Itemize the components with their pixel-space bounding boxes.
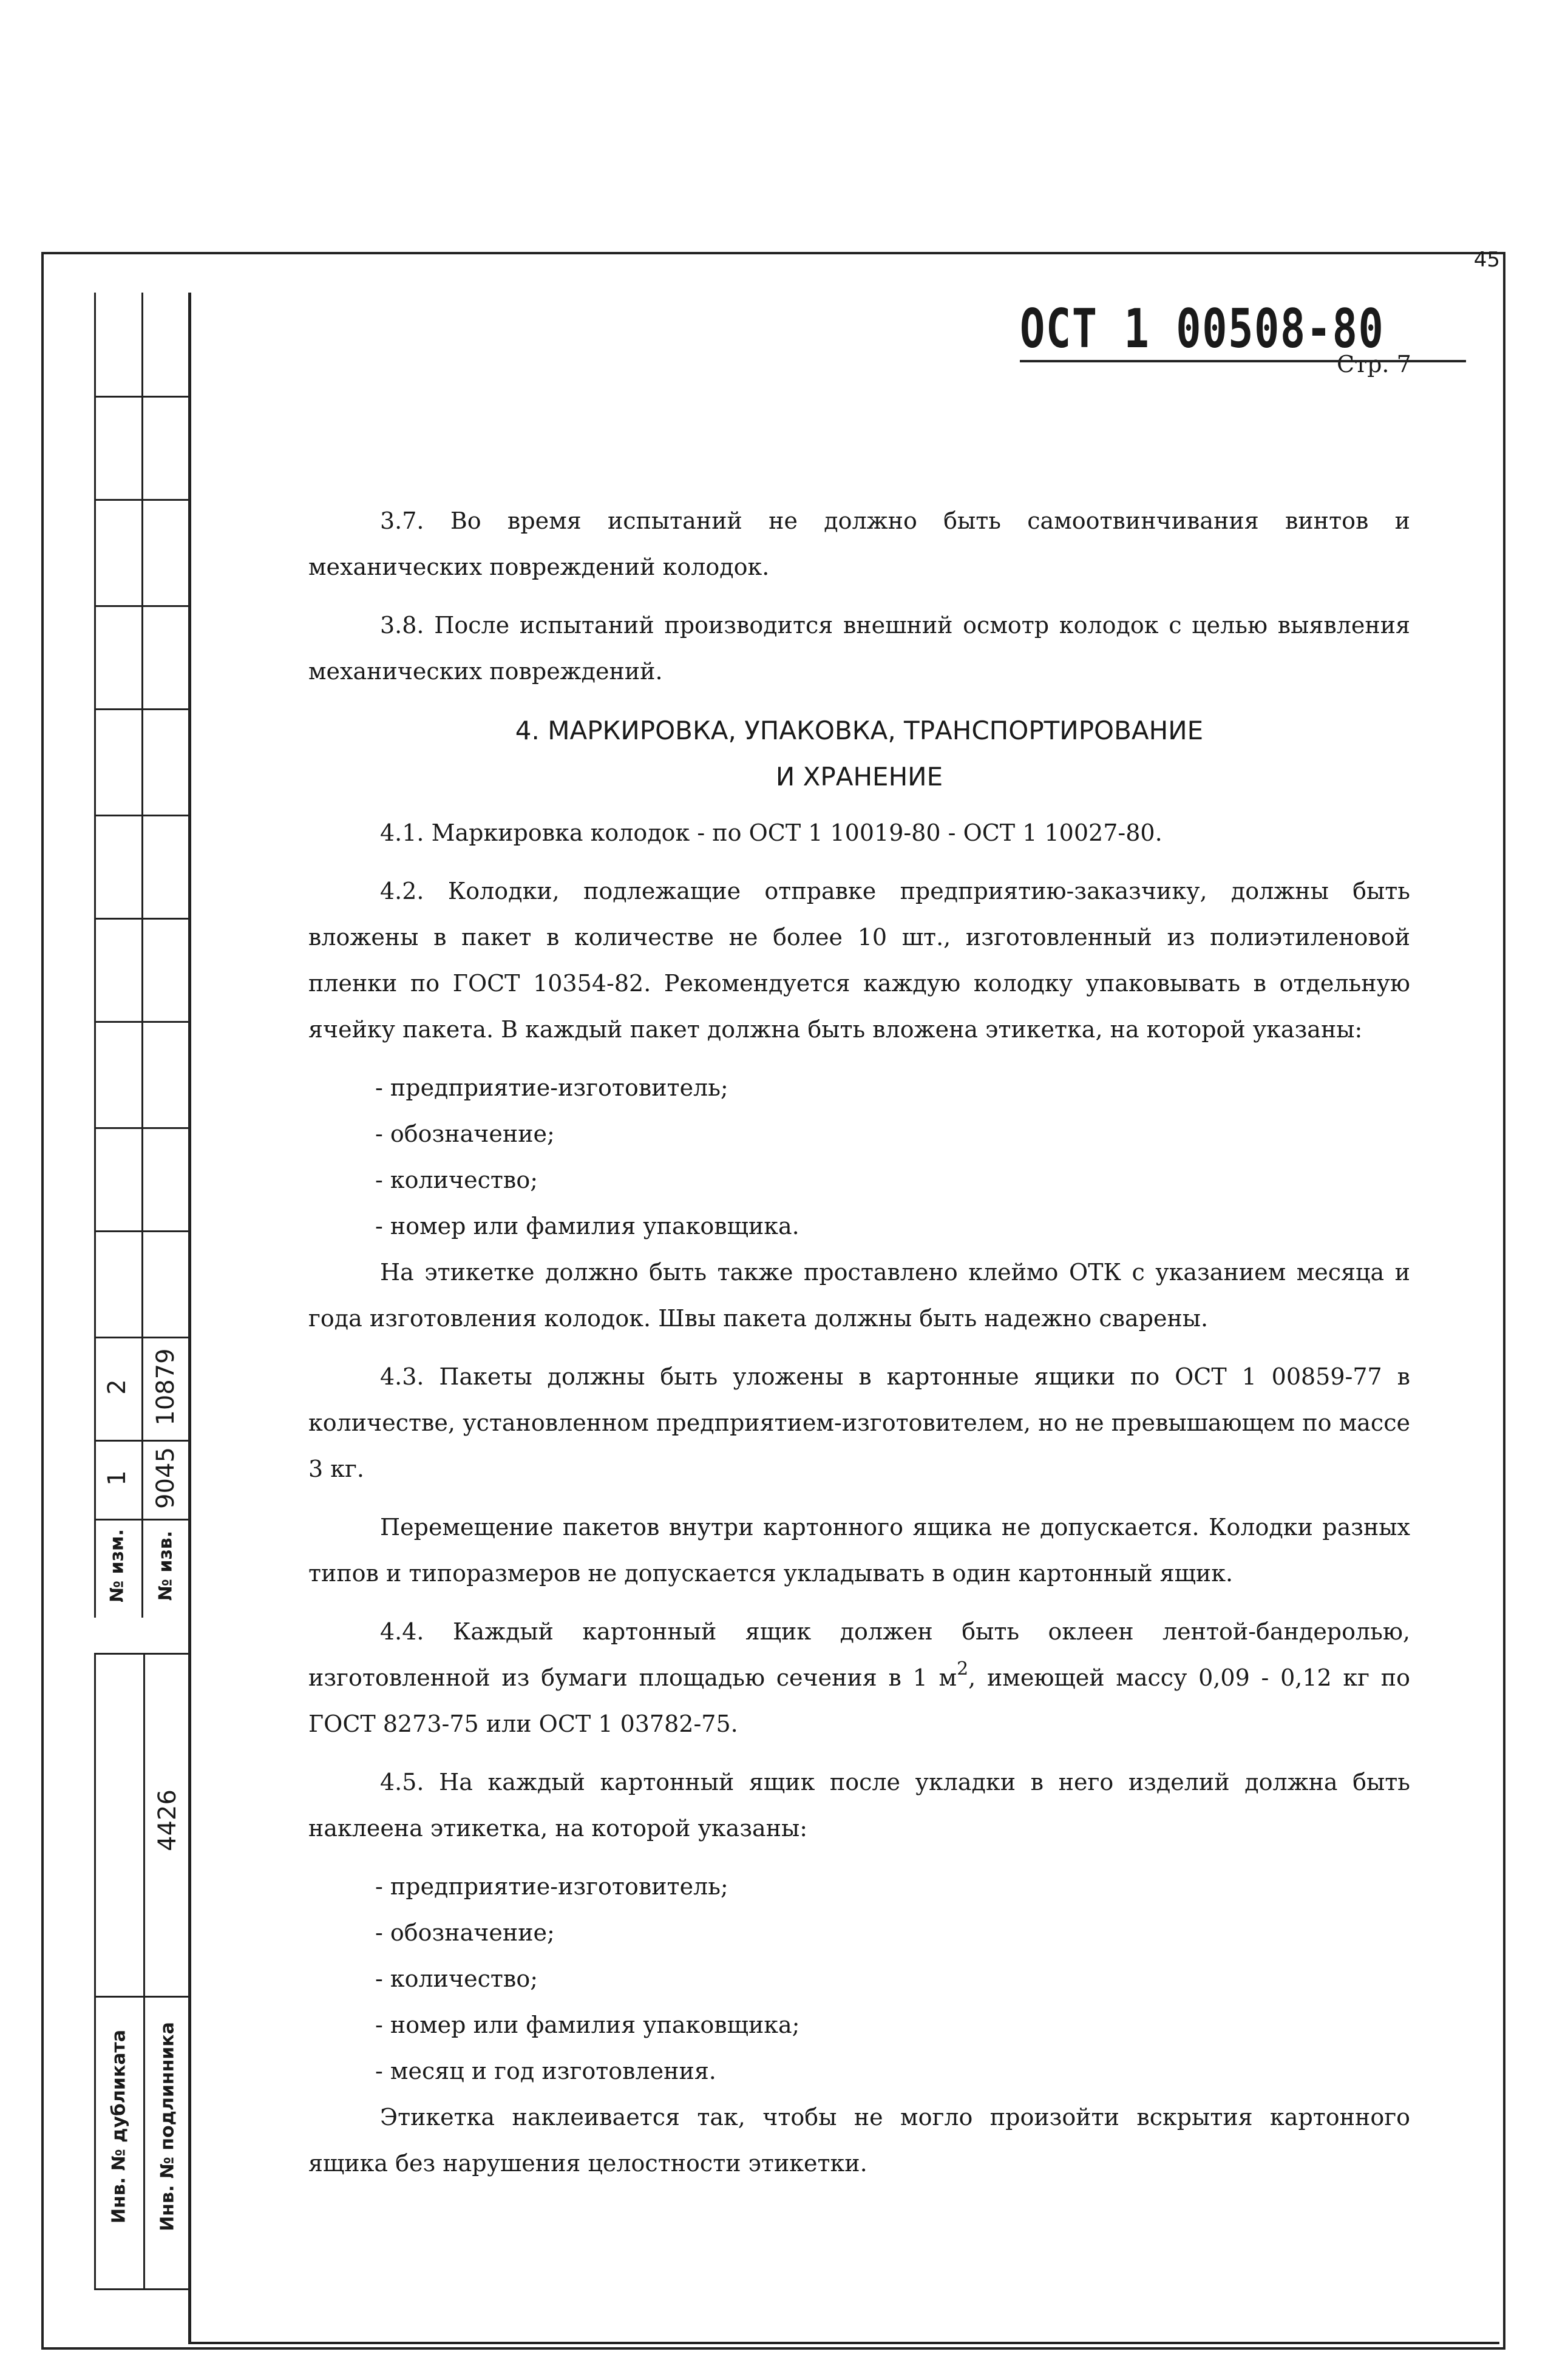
stamp-row-line <box>94 1230 188 1232</box>
stamp-row-line <box>94 815 188 816</box>
section-heading-line-1: 4. МАРКИРОВКА, УПАКОВКА, ТРАНСПОРТИРОВАНИЕ <box>515 716 1204 745</box>
document-body <box>308 498 1410 2199</box>
section-heading <box>308 708 1410 800</box>
duplicate-inventory-label: Инв. № дубликата <box>108 2029 130 2224</box>
header-rule <box>1020 360 1466 362</box>
stamp-row-line <box>94 708 188 710</box>
change-1: 1 <box>103 1470 131 1486</box>
notice-2: 10879 <box>152 1348 180 1426</box>
list-item: - обозначение; <box>375 1120 555 1147</box>
stamp-divider <box>141 293 143 1618</box>
page-number: 45 <box>1473 248 1500 272</box>
stamp-row-line <box>94 499 188 501</box>
stamp-divider <box>143 1655 145 2288</box>
clause-4-4-part-1: 4.4. Каждый картонный ящик должен быть оклеен лентой-бандеролью, изготовленной из бумаги площадью сечения в 1 м <box>308 1618 1410 1691</box>
list-item: - месяц и год изготовления. <box>375 2058 716 2084</box>
change-registration-stamp <box>94 293 188 1618</box>
document-header <box>1020 297 1466 378</box>
change-no-label: № изм. <box>106 1529 128 1602</box>
list-item: - количество; <box>375 1965 538 1992</box>
clause-4-5-note: Этикетка наклеивается так, чтобы не могло произойти вскрытия картонного ящика без нарушения целостности этикетки. <box>308 2104 1410 2177</box>
list-item: - предприятие-изготовитель; <box>375 1873 728 1900</box>
clause-4-3: 4.3. Пакеты должны быть уложены в картонные ящики по ОСТ 1 00859-77 в количестве, установленном предприятием-изготовителем, но не превышающем по массе 3 кг. <box>308 1363 1410 1482</box>
clause-4-5: 4.5. На каждый картонный ящик после укладки в него изделий должна быть наклеена этикетка, на которой указаны: <box>308 1769 1410 1842</box>
list-item: - обозначение; <box>375 1919 555 1946</box>
page-reference: Стр. 7 <box>1337 351 1411 378</box>
clause-4-1: 4.1. Маркировка колодок - по ОСТ 1 10019-80 - ОСТ 1 10027-80. <box>380 819 1162 846</box>
document-code: ОСТ 1 00508-80 <box>1020 297 1385 360</box>
stamp-border-left <box>94 293 96 1618</box>
list-item: - количество; <box>375 1167 538 1193</box>
stamp-row-line <box>94 605 188 607</box>
clause-3-7: 3.7. Во время испытаний не должно быть самоотвинчивания винтов и механических повреждений колодок. <box>308 507 1410 580</box>
list-item: - номер или фамилия упаковщика; <box>375 2012 800 2038</box>
clause-4-4-part-2: , имеющей массу 0,09 - 0,12 кг по ГОСТ 8273-75 или ОСТ 1 03782-75. <box>308 1664 1410 1737</box>
clause-4-3-note: Перемещение пакетов внутри картонного ящика не допускается. Колодки разных типов и типоразмеров не допускается укладывать в один картонный ящик. <box>308 1514 1410 1587</box>
clause-4-2: 4.2. Колодки, подлежащие отправке предприятию-заказчику, должны быть вложены в пакет в количестве не более 10 шт., изготовленный из полиэтиленовой пленки по ГОСТ 10354-82. Рекомендуется каждую колодку упаковывать в отдельную ячейку пакета. В каждый пакет должна быть вложена этикетка, на которой указаны: <box>308 878 1410 1043</box>
list-item: - номер или фамилия упаковщика. <box>375 1213 799 1239</box>
original-inventory-label: Инв. № подлинника <box>157 2022 178 2231</box>
notice-1: 9045 <box>152 1447 180 1509</box>
list-item: - предприятие-изготовитель; <box>375 1074 728 1101</box>
clause-4-4 <box>308 1609 1410 1747</box>
section-heading-line-2: И ХРАНЕНИЕ <box>775 762 943 792</box>
notice-no-label: № изв. <box>155 1530 177 1601</box>
stamp-row-line <box>94 918 188 920</box>
clause-4-2-note: На этикетке должно быть также проставлено клеймо ОТК с указанием месяца и года изготовления колодок. Швы пакета должны быть надежно сварены. <box>308 1259 1410 1332</box>
stamp-row-line <box>94 1021 188 1023</box>
inventory-stamp <box>94 1653 188 2290</box>
clause-3-8: 3.8. После испытаний производится внешний осмотр колодок с целью выявления механических повреждений. <box>308 612 1410 685</box>
square-superscript: 2 <box>957 1658 969 1680</box>
change-2: 2 <box>103 1379 131 1395</box>
stamp-row-line <box>94 396 188 398</box>
stamp-row-line <box>94 1127 188 1129</box>
original-inventory-number: 4426 <box>154 1789 182 1851</box>
stamp-row-line <box>96 1996 190 1998</box>
